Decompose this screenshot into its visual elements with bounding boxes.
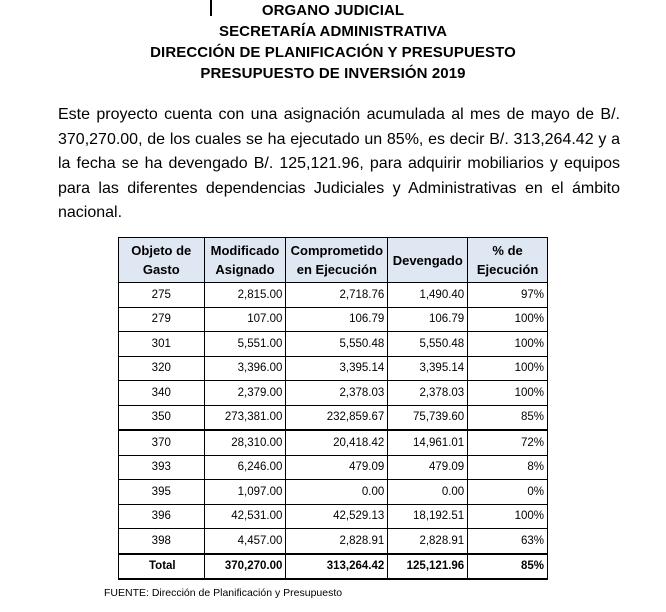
cell-objeto-gasto: 396: [119, 504, 205, 529]
cell-devengado: 479.09: [388, 455, 468, 480]
cell-objeto-gasto: 320: [119, 356, 205, 381]
cell-modificado-asignado: 273,381.00: [204, 405, 286, 430]
cell-porcentaje-ejecucion: 100%: [468, 307, 548, 332]
cell-modificado-asignado: 42,531.00: [204, 504, 286, 529]
cell-modificado-asignado: 107.00: [204, 307, 286, 332]
cell-porcentaje-ejecucion: 8%: [468, 455, 548, 480]
cell-modificado-asignado: 4,457.00: [204, 529, 286, 554]
cell-objeto-gasto: 395: [119, 480, 205, 505]
cell-porcentaje-ejecucion: 100%: [468, 356, 548, 381]
cell-devengado: 106.79: [388, 307, 468, 332]
table-row: [119, 430, 548, 455]
total-modificado: 370,270.00: [204, 554, 286, 580]
table-row: [119, 307, 548, 332]
source-note: FUENTE: Dirección de Planificación y Presupuesto: [104, 587, 343, 599]
column-header-devengado: Devengado: [388, 238, 468, 283]
cell-comprometido: 3,395.14: [286, 356, 388, 381]
cell-porcentaje-ejecucion: 0%: [468, 480, 548, 505]
cell-comprometido: 0.00: [286, 480, 388, 505]
cell-porcentaje-ejecucion: 100%: [468, 332, 548, 357]
cell-devengado: 0.00: [388, 480, 468, 505]
cell-objeto-gasto: 340: [119, 381, 205, 406]
table-header-row: [119, 238, 548, 283]
cell-comprometido: 2,378.03: [286, 381, 388, 406]
cell-porcentaje-ejecucion: 72%: [468, 430, 548, 455]
document-header: [0, 0, 666, 84]
column-header-ejecucion: % de Ejecución: [468, 238, 548, 283]
table-row: [119, 381, 548, 406]
description-paragraph: Este proyecto cuenta con una asignación acumulada al mes de mayo de B/. 370,270.00, de los cuales se ha ejecutado un 85%, es decir B/. 313,264.42 y a la fecha se ha devengado B/. 125,121.96, para adquirir mobiliarios y equipos para las diferentes dependencias Judiciales y Administrativas en el ámbito nacional.: [58, 106, 620, 221]
cell-modificado-asignado: 2,815.00: [204, 283, 286, 308]
cell-porcentaje-ejecucion: 100%: [468, 504, 548, 529]
table-row: [119, 356, 548, 381]
cell-porcentaje-ejecucion: 63%: [468, 529, 548, 554]
cell-modificado-asignado: 3,396.00: [204, 356, 286, 381]
cell-objeto-gasto: 275: [119, 283, 205, 308]
cell-comprometido: 20,418.42: [286, 430, 388, 455]
cell-devengado: 5,550.48: [388, 332, 468, 357]
header-organization: ORGANO JUDICIAL: [261, 2, 405, 19]
cell-modificado-asignado: 6,246.00: [204, 455, 286, 480]
cell-devengado: 2,828.91: [388, 529, 468, 554]
cell-devengado: 3,395.14: [388, 356, 468, 381]
total-label: Total: [119, 554, 205, 580]
total-ejecucion: 85%: [468, 554, 548, 580]
header-directorate: DIRECCIÓN DE PLANIFICACIÓN Y PRESUPUESTO: [150, 44, 516, 61]
table-row: [119, 529, 548, 554]
cell-devengado: 18,192.51: [388, 504, 468, 529]
cell-objeto-gasto: 279: [119, 307, 205, 332]
table-row: [119, 283, 548, 308]
cell-objeto-gasto: 350: [119, 405, 205, 430]
total-devengado: 125,121.96: [388, 554, 468, 580]
cell-porcentaje-ejecucion: 85%: [468, 405, 548, 430]
cell-objeto-gasto: 393: [119, 455, 205, 480]
cell-comprometido: 479.09: [286, 455, 388, 480]
total-comprometido: 313,264.42: [286, 554, 388, 580]
cell-porcentaje-ejecucion: 100%: [468, 381, 548, 406]
cell-comprometido: 106.79: [286, 307, 388, 332]
table-row: [119, 332, 548, 357]
header-budget-title: PRESUPUESTO DE INVERSIÓN 2019: [200, 65, 466, 82]
cell-comprometido: 2,718.76: [286, 283, 388, 308]
table-total-row: [119, 554, 548, 580]
header-secretariat: SECRETARÍA ADMINISTRATIVA: [218, 23, 448, 40]
table-row: [119, 504, 548, 529]
table-row: [119, 480, 548, 505]
cell-devengado: 2,378.03: [388, 381, 468, 406]
cell-modificado-asignado: 28,310.00: [204, 430, 286, 455]
cell-objeto-gasto: 398: [119, 529, 205, 554]
cell-modificado-asignado: 1,097.00: [204, 480, 286, 505]
cell-comprometido: 232,859.67: [286, 405, 388, 430]
cell-comprometido: 5,550.48: [286, 332, 388, 357]
table-row: [119, 455, 548, 480]
cell-devengado: 1,490.40: [388, 283, 468, 308]
column-header-comprometido: Comprometido en Ejecución: [286, 238, 388, 283]
cell-porcentaje-ejecucion: 97%: [468, 283, 548, 308]
cell-comprometido: 42,529.13: [286, 504, 388, 529]
cell-objeto-gasto: 370: [119, 430, 205, 455]
cell-comprometido: 2,828.91: [286, 529, 388, 554]
cell-modificado-asignado: 5,551.00: [204, 332, 286, 357]
column-header-objeto: Objeto de Gasto: [119, 238, 205, 283]
table-row: [119, 405, 548, 430]
budget-table: [118, 237, 548, 580]
cell-objeto-gasto: 301: [119, 332, 205, 357]
cell-devengado: 75,739.60: [388, 405, 468, 430]
cell-modificado-asignado: 2,379.00: [204, 381, 286, 406]
cell-devengado: 14,961.01: [388, 430, 468, 455]
column-header-modificado: Modificado Asignado: [204, 238, 286, 283]
